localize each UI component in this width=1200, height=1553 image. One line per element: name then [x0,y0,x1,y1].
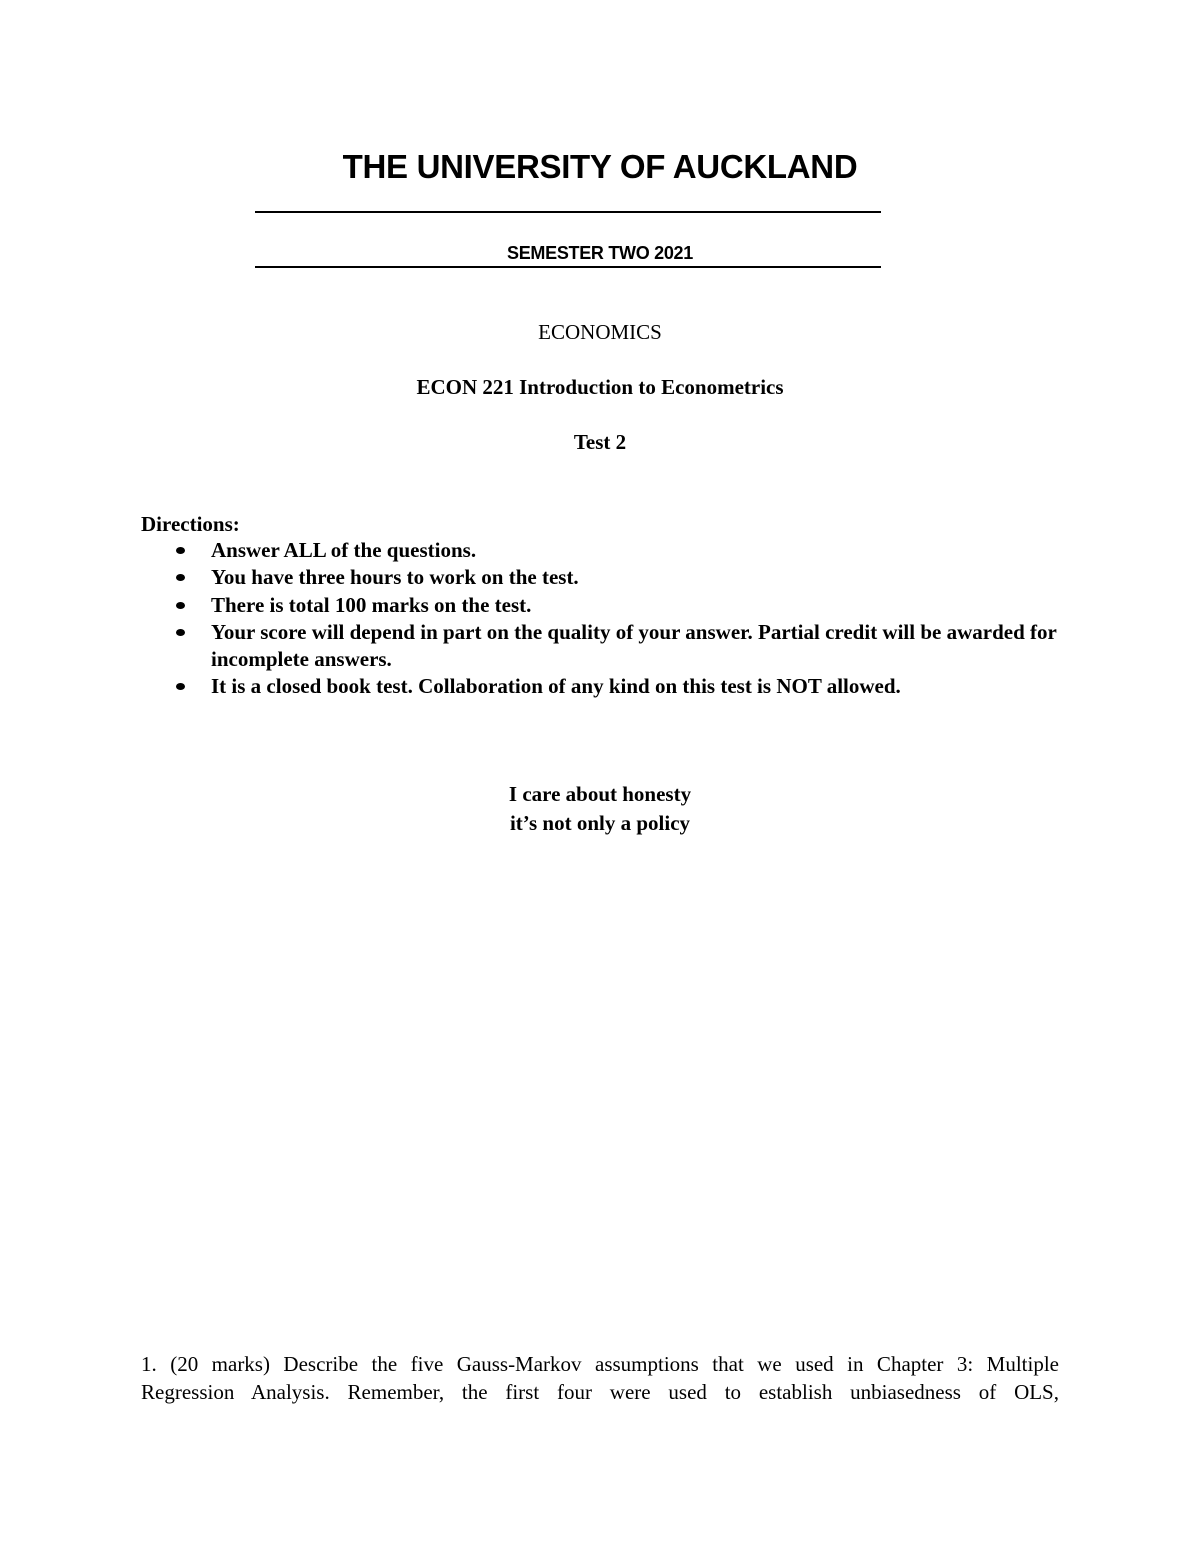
question-1-line-1: 1. (20 marks) Describe the five Gauss-Markov assumptions that we used in Chapter 3: Multiple [141,1352,1059,1376]
direction-item [174,564,1074,591]
direction-item-text: It is a closed book test. Collaboration of any kind on this test is NOT allowed. [211,674,901,699]
question-1 [141,1351,1059,1406]
directions-heading: Directions: [141,512,240,536]
directions-list [174,537,1074,701]
bullet-icon [176,547,185,554]
bullet-icon [176,574,185,581]
department-name: ECONOMICS [538,320,662,344]
honesty-line-2: it’s not only a policy [509,810,691,835]
direction-item-text: There is total 100 marks on the test. [211,592,532,617]
direction-item [174,592,1074,619]
direction-item [174,619,1074,674]
honesty-statement [0,780,1200,837]
title-divider-bottom [255,266,881,268]
title-divider-top [255,211,881,213]
direction-item [174,537,1074,564]
direction-item-text: Your score will depend in part on the quality of your answer. Partial credit will be awarded for incomplete answers. [211,619,1057,672]
question-1-line-2: Regression Analysis. Remember, the first four were used to establish unbiasedness of OLS, [141,1379,1059,1404]
university-title: THE UNIVERSITY OF AUCKLAND [342,148,858,185]
direction-item-text: Answer ALL of the questions. [211,538,477,562]
course-title: ECON 221 Introduction to Econometrics [416,375,784,399]
bullet-icon [176,602,185,609]
direction-item [174,673,1074,700]
direction-item-text: You have three hours to work on the test. [211,565,579,590]
bullet-icon [176,683,185,690]
bullet-icon [176,629,185,636]
test-name: Test 2 [573,430,627,454]
semester-label: SEMESTER TWO 2021 [507,243,693,263]
honesty-line-1: I care about honesty [508,782,692,806]
